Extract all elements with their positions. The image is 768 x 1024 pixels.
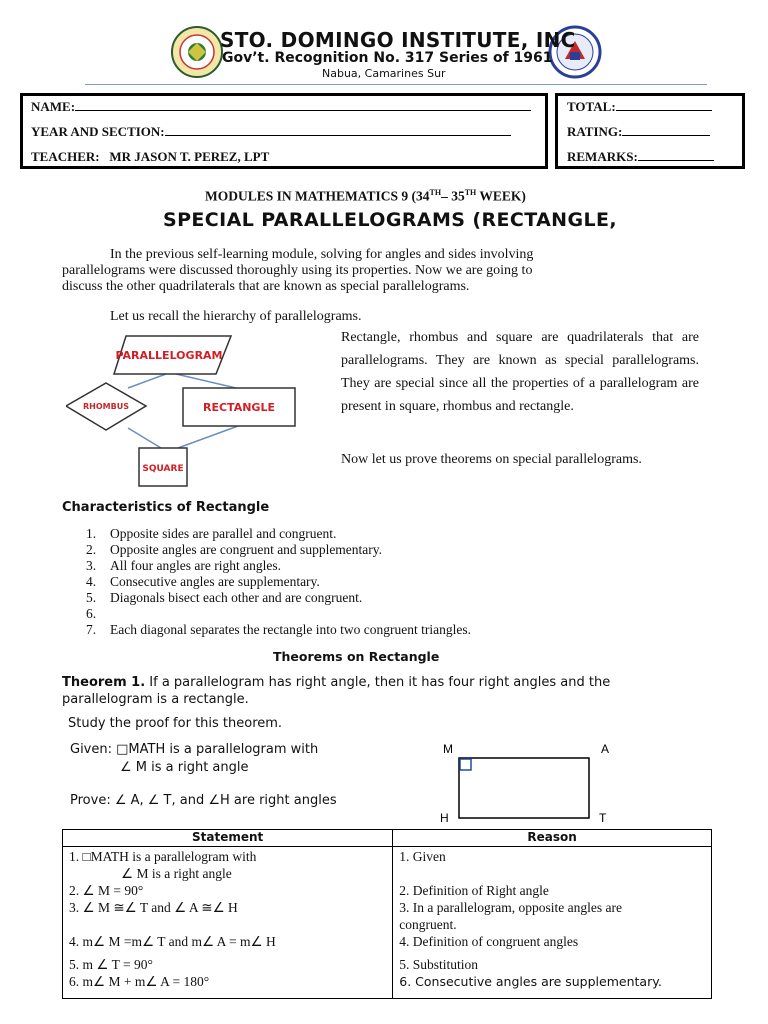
theorems-heading: Theorems on Rectangle xyxy=(273,649,440,664)
list-item: 3. All four angles are right angles. xyxy=(86,558,281,573)
total-label: TOTAL: xyxy=(567,99,616,114)
school-seal-logo xyxy=(170,25,224,79)
year-section-field[interactable] xyxy=(31,124,511,140)
rhombus-label: RHOMBUS xyxy=(83,402,129,411)
rectangle-math-figure xyxy=(435,740,615,828)
characteristics-heading: Characteristics of Rectangle xyxy=(62,500,270,515)
teacher-field xyxy=(31,149,269,165)
list-item: 5. Diagonals bisect each other and are congruent. xyxy=(86,590,363,605)
module-heading: MODULES IN MATHEMATICS 9 (34TH– 35TH WEEK) xyxy=(205,188,526,204)
rating-field[interactable] xyxy=(567,124,710,140)
proof-table xyxy=(62,829,712,999)
school-location: Nabua, Camarines Sur xyxy=(322,67,446,80)
theorem-1-text: Theorem 1. If a parallelogram has right angle, then it has four right angles and the parallelogram is a rectangle. xyxy=(62,675,611,707)
prove-theorems-paragraph: Now let us prove theorems on special parallelograms. xyxy=(341,452,642,467)
list-item: 7. Each diagonal separates the rectangle into two congruent triangles. xyxy=(86,622,471,637)
remarks-field[interactable] xyxy=(567,149,714,165)
statements-cell: 1. □MATH is a parallelogram with ∠ M is a right angle 2. ∠ M = 90° 3. ∠ M ≅∠ T and ∠ A ≅∠ H 4. m∠ M =m∠ T and m∠ A = m∠ H 5. m ∠ T = 90° 6. m∠ M + m∠ A = 180° xyxy=(63,847,393,999)
recall-text: Let us recall the hierarchy of parallelograms. xyxy=(110,309,362,324)
given-text: Given: □MATH is a parallelogram with ∠ M is a right angle xyxy=(70,742,319,775)
reason-header: Reason xyxy=(393,830,712,847)
special-parallelograms-paragraph: Rectangle, rhombus and square are quadrilaterals that are parallelograms. They are known as special parallelograms. They are special since all the properties of a parallelogram are present in square, rhombus and rectangle. xyxy=(341,330,699,414)
school-name: STO. DOMINGO INSTITUTE, INC xyxy=(220,28,576,52)
list-item: 1. Opposite sides are parallel and congruent. xyxy=(86,526,337,541)
vertex-a-label: A xyxy=(601,742,610,756)
characteristics-list xyxy=(86,526,471,638)
reasons-cell: 1. Given 2. Definition of Right angle 3. In a parallelogram, opposite angles are congruent. 4. Definition of congruent angles 5. Substitution 6. Consecutive angles are supplementary. xyxy=(393,847,712,999)
teacher-label: TEACHER: xyxy=(31,149,100,164)
teacher-value: MR JASON T. PEREZ, LPT xyxy=(109,149,270,164)
square-label: SQUARE xyxy=(142,464,184,474)
table-header-row xyxy=(63,830,712,847)
total-field[interactable] xyxy=(567,99,712,115)
list-item: 2. Opposite angles are congruent and supplementary. xyxy=(86,542,383,557)
name-label: NAME: xyxy=(31,99,76,114)
study-proof-text: Study the proof for this theorem. xyxy=(68,716,283,731)
vertex-h-label: H xyxy=(440,811,449,825)
rating-label: RATING: xyxy=(567,124,623,139)
year-section-label: YEAR AND SECTION: xyxy=(31,124,165,139)
prove-text: Prove: ∠ A, ∠ T, and ∠H are right angles xyxy=(70,793,337,808)
page-title: SPECIAL PARALLELOGRAMS (RECTANGLE, xyxy=(163,209,617,231)
list-item: 6. xyxy=(86,606,97,621)
table-row xyxy=(63,847,712,999)
recognition-number: Gov’t. Recognition No. 317 Series of 1961 xyxy=(222,50,553,66)
name-field[interactable] xyxy=(31,99,531,115)
header-divider xyxy=(85,84,707,85)
vertex-t-label: T xyxy=(599,811,607,825)
intro-paragraph: In the previous self-learning module, solving for angles and sides involving parallelograms were discussed thoroughly using its properties. Now we are going to discuss the other quadrilaterals that are known as special parallelograms. xyxy=(62,247,534,294)
parallelogram-hierarchy-diagram xyxy=(66,326,306,496)
parallelogram-label: PARALLELOGRAM xyxy=(115,349,223,362)
remarks-label: REMARKS: xyxy=(567,149,638,164)
statement-header: Statement xyxy=(63,830,393,847)
vertex-m-label: M xyxy=(443,742,453,756)
rectangle-label: RECTANGLE xyxy=(203,401,275,414)
list-item: 4. Consecutive angles are supplementary. xyxy=(86,574,320,589)
